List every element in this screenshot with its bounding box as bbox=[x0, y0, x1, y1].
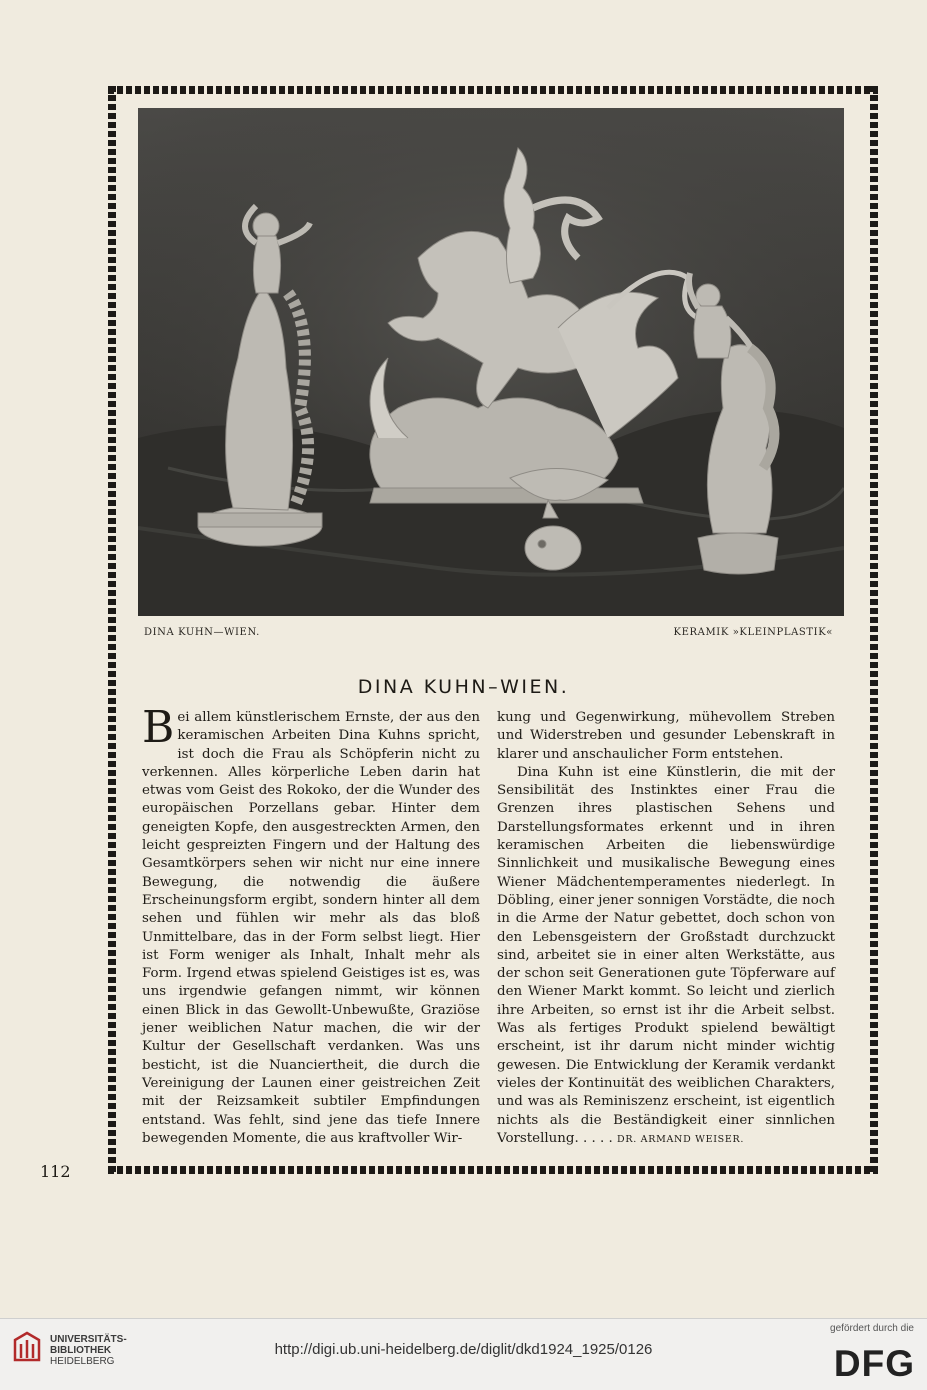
photo-caption-left: DINA KUHN—WIEN. bbox=[144, 627, 260, 638]
library-name-line1: UNIVERSITÄTS- bbox=[50, 1334, 127, 1345]
frame-top bbox=[108, 86, 878, 94]
footer-divider bbox=[0, 1318, 927, 1319]
article-right-column bbox=[497, 709, 835, 1149]
photo-caption-right: KERAMIK »KLEINPLASTIK« bbox=[673, 627, 833, 638]
article-left-column bbox=[142, 702, 480, 1148]
funder-text: gefördert durch die bbox=[830, 1323, 914, 1334]
frame-right bbox=[870, 86, 878, 1174]
paragraph-1 bbox=[142, 702, 480, 1148]
paragraph-2-text: Dina Kuhn ist eine Künstlerin, die mit der Sensibilität des Instinktes einer Frau die Grenzen ihres plastischen Sehens und Darstellungsformates erkennt und in ihren keramischen Arbeiten die liebenswürdige Sinnlichkeit und musikalische Bewegung eines Wiener Mädchentemperamentes niederlegt. In Döbling, einer jener sonnigen Vorstädte, die noch in die Arme der Natur gebettet, doch schon von den Lebensgeistern der Großstadt durchzuckt sind, arbeitet sie in einer alten Werkstätte, aus der schon seit Generationen gute Töpferware auf den Wiener Markt kommt. So leicht und zierlich ihre Arbeiten, so ernst ist ihr die Arbeit selbst. Was als fertiges Produkt spielend bewältigt erscheint, ist ihr darum nicht minder wichtig gewesen. Die Entwicklung der Keramik verdankt vieles der Kontinuität des weiblichen Charakters, und was als Reminiszenz erscheint, ist eigentlich nichts als die Beständigkeit einer sinnlichen Vorstellung. . . . . bbox=[497, 764, 835, 1146]
source-url-link[interactable]: http://digi.ub.uni-heidelberg.de/diglit/dkd1924_1925/0126 bbox=[274, 1341, 653, 1358]
dfg-logo[interactable]: DFG bbox=[833, 1343, 915, 1384]
paragraph-2 bbox=[497, 764, 835, 1149]
frame-left bbox=[108, 86, 116, 1174]
frame-bottom bbox=[108, 1166, 878, 1174]
article-title: DINA KUHN–WIEN. bbox=[357, 676, 570, 698]
ceramics-photo bbox=[138, 108, 844, 616]
paragraph-1-text: ei allem künstlerischem Ernste, der aus den keramischen Arbeiten Dina Kuhns spricht, ist doch die Frau als Schöpferin nicht zu verkennen. Alles körperliche Leben darin hat etwas vom Geist des Rokoko, der die Wunder des europäischen Porzellans gebar. Hinter dem geneigten Kopfe, den ausgestreckten Armen, den leicht gespreizten Fingern und der Haltung des Gesamtkörpers sehen wir nicht nur eine innere Bewegung, die notwendig die äußere Erscheinungsform ergibt, sondern hinter all dem sehen und fühlen wir mehr als das bloß Unmittelbare, das in der Form selbst liegt. Hier ist Form weniger als Inhalt, Inhalt mehr als Form. Irgend etwas spielend Geistiges ist es, was uns irgendwie gefangen nimmt, wir können einen Blick in das Gewollt-Unbewußte, Graziöse jener weiblichen Natur machen, die wir der Kultur der Gesellschaft verdanken. Was uns besticht, ist die Nuanciertheit, die durch die Vereinigung der Launen einer geistreichen Zeit mit der Reizsamkeit subtiler Empfindungen entstand. Was fehlt, sind jene das tiefe Innere bewegenden Momente, die aus kraftvoller Wir- bbox=[142, 710, 480, 1146]
drop-cap: B bbox=[142, 702, 175, 753]
page-number: 112 bbox=[40, 1162, 71, 1181]
library-name-line3: HEIDELBERG bbox=[50, 1356, 115, 1367]
author-signature: DR. ARMAND WEISER. bbox=[617, 1133, 745, 1145]
library-name-line2: BIBLIOTHEK bbox=[50, 1345, 112, 1356]
paragraph-continued: kung und Gegenwirkung, mühevollem Streben und Widerstreben und gesunder Lebenskraft in klarer und anschaulicher Form entstehen. bbox=[497, 710, 835, 762]
